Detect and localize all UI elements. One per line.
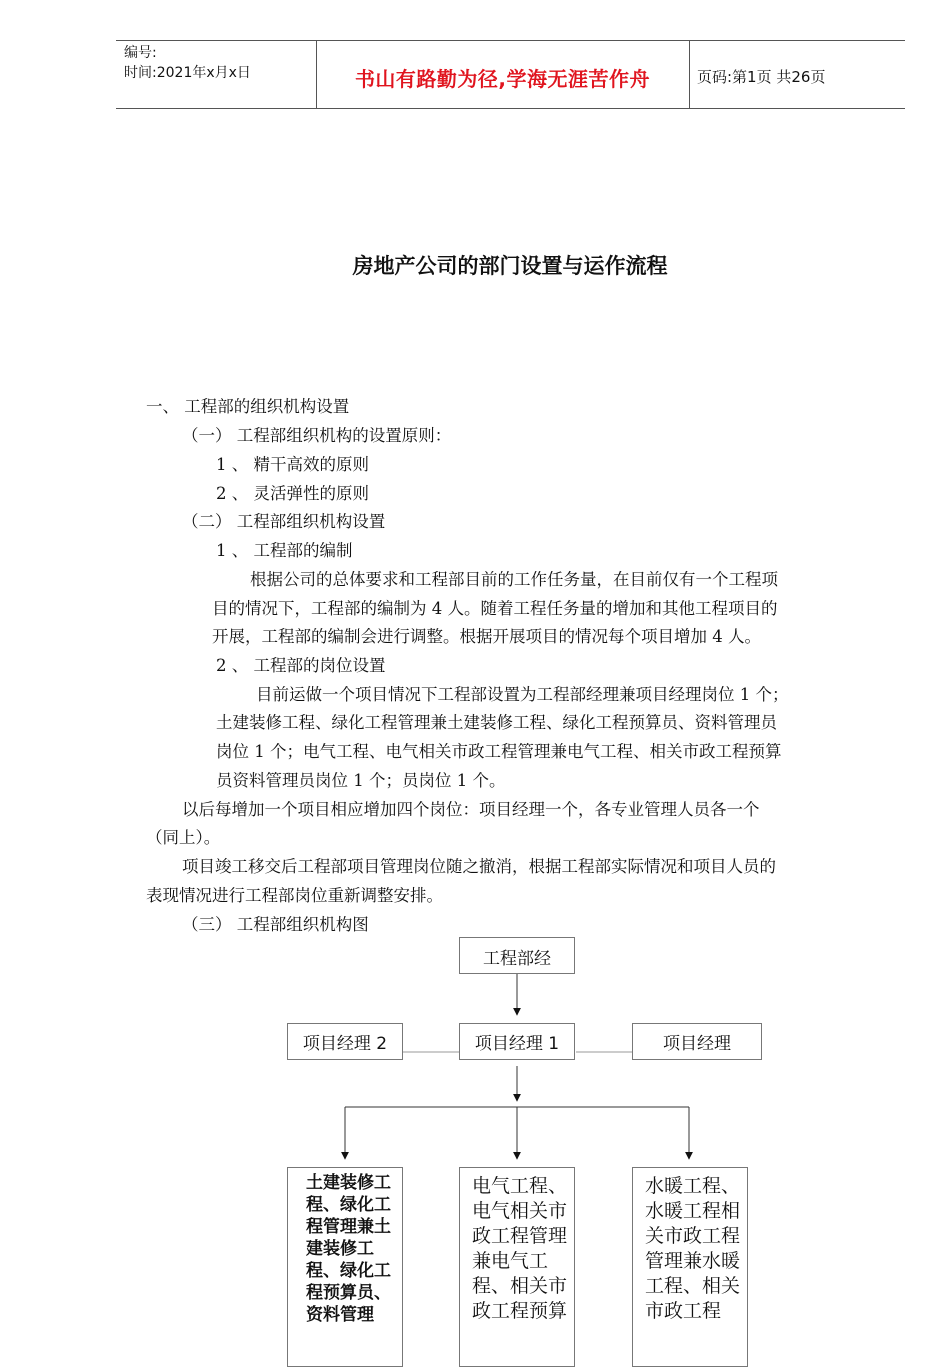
section-heading: 一、 工程部的组织机构设置 [146,397,350,416]
paragraph-line: 岗位 1 个；电气工程、电气相关市政工程管理兼电气工程、相关市政工程预算 [216,742,782,761]
subsection-heading: （一） 工程部组织机构的设置原则： [182,426,452,445]
subsection-heading: （三） 工程部组织机构图 [182,915,369,934]
org-node-manager [459,1023,575,1060]
paragraph-line: 土建装修工程、绿化工程管理兼土建装修工程、绿化工程预算员、资料管理员 [216,713,777,732]
paragraph-line: 以后每增加一个项目相应增加四个岗位：项目经理一个，各专业管理人员各一个 [182,800,760,819]
page-info: 页码:第1页 共26页 [697,68,826,86]
org-node-label: 项目经理 1 [474,1034,560,1054]
header-motto: 书山有路勤为径,学海无涯苦作舟 [354,67,651,91]
list-item: 2 、 工程部的岗位设置 [216,656,386,675]
org-node-branch [459,1167,575,1367]
org-node-branch [287,1167,403,1367]
org-node-manager [632,1023,762,1060]
org-node-label: 电气工程、电气相关市政工程管理兼电气工程、相关市政工程预算 [472,1175,568,1322]
paragraph-line: 表现情况进行工程部岗位重新调整安排。 [146,886,443,905]
list-item: 2 、 灵活弹性的原则 [216,484,369,503]
list-item: 1 、 工程部的编制 [216,541,353,560]
paragraph-line: 员资料管理员岗位 1 个；员岗位 1 个。 [216,771,506,790]
list-item: 1 、 精干高效的原则 [216,455,369,474]
paragraph-line: （同上）。 [146,828,221,847]
serial-label: 编号: [124,45,157,61]
paragraph-line: 目的情况下，工程部的编制为 4 人。随着工程任务量的增加和其他工程项目的 [212,599,778,618]
org-node-manager [287,1023,403,1060]
time-label: 时间:2021年x月x日 [124,65,251,81]
paragraph-line: 根据公司的总体要求和工程部目前的工作任务量，在目前仅有一个工程项 [250,570,778,589]
org-node-label: 项目经理 [663,1034,731,1054]
paragraph-line: 目前运做一个项目情况下工程部设置为工程部经理兼项目经理岗位 1 个； [256,685,789,704]
document-title: 房地产公司的部门设置与运作流程 [352,254,668,278]
paragraph-line: 开展，工程部的编制会进行调整。根据开展项目的情况每个项目增加 4 人。 [212,627,761,646]
paragraph-line: 项目竣工移交后工程部项目管理岗位随之撤消，根据工程部实际情况和项目人员的 [182,857,776,876]
org-node-label: 工程部经 [483,949,551,969]
org-node-label: 水暖工程、水暖工程相关市政工程管理兼水暖工程、相关市政工程 [645,1175,741,1322]
org-node-branch [632,1167,748,1367]
subsection-heading: （二） 工程部组织机构设置 [182,512,386,531]
org-node-top [459,937,575,974]
org-node-label: 项目经理 2 [302,1034,388,1054]
org-node-label: 土建装修工程、绿化工程管理兼土建装修工程、绿化工程预算员、资料管理 [306,1173,391,1325]
